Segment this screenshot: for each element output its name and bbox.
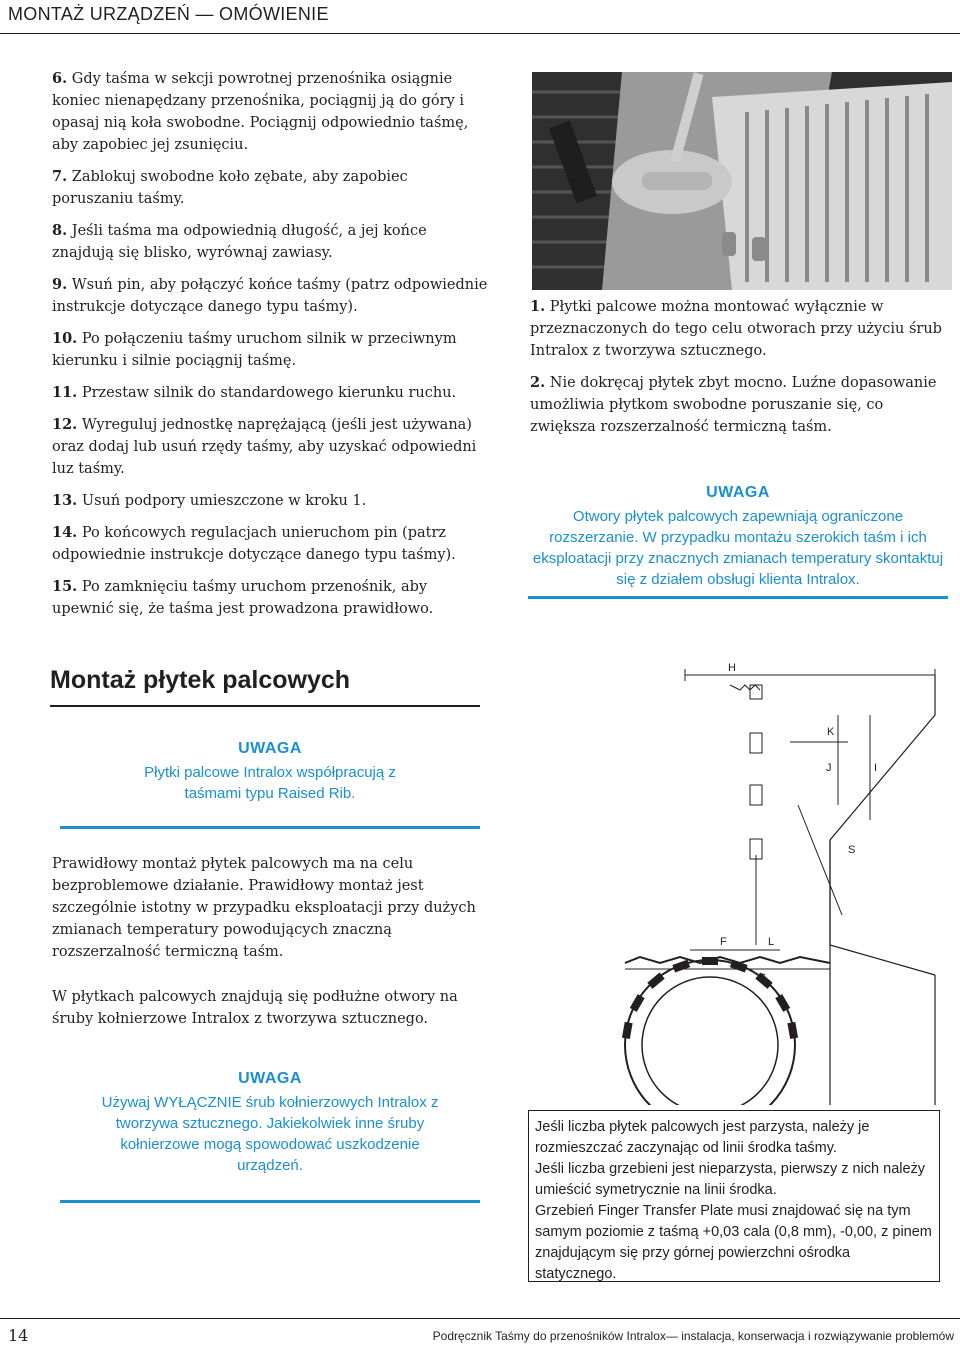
step-item: [52, 490, 492, 512]
step-item: [52, 414, 492, 480]
installation-steps: [52, 68, 492, 630]
uwaga-title: UWAGA: [706, 484, 770, 501]
step-text: Po połączeniu taśmy uruchom silnik w przeciwnym kierunku i silnie pociągnij taśmę.: [52, 331, 457, 369]
header-divider: [0, 33, 960, 34]
step-text: Po zamknięciu taśmy uruchom przenośnik, aby upewnić się, że taśma jest prowadzona prawidłowo.: [52, 579, 434, 617]
step-text: Wsuń pin, aby połączyć końce taśmy (patrz odpowiednie instrukcje dotyczące danego typu taśmy).: [52, 277, 488, 315]
step-item: [52, 68, 492, 156]
finger-plate-installation-photo: [532, 72, 952, 290]
step-item: [52, 382, 492, 404]
finger-plate-diagram: [530, 645, 950, 1105]
note-number: 2.: [530, 374, 546, 391]
step-number: 10.: [52, 330, 78, 347]
section-title: Montaż płytek palcowych: [50, 666, 351, 694]
step-text: Jeśli taśma ma odpowiednią długość, a jej końce znajdują się blisko, wyrównaj zawiasy.: [52, 223, 427, 261]
step-number: 11.: [52, 384, 78, 401]
photo-illustration: [532, 72, 952, 290]
step-item: [52, 166, 492, 210]
section-divider: [50, 705, 480, 707]
note-text: Nie dokręcaj płytek zbyt mocno. Luźne dopasowanie umożliwia płytkom swobodne poruszanie się, co zwiększa rozszerzalność termiczną taśm.: [530, 375, 937, 435]
step-number: 12.: [52, 416, 78, 433]
step-number: 8.: [52, 222, 68, 239]
label-h: H: [728, 662, 736, 674]
uwaga-note-expansion: [528, 484, 948, 599]
step-text: Gdy taśma w sekcji powrotnej przenośnika osiągnie koniec nienapędzany przenośnika, pociągnij ją do góry i opasaj nią koła swobodne. Pociągnij odpowiednio taśmę, aby zapobiec jej zsunięciu.: [52, 71, 469, 153]
label-l: L: [768, 936, 775, 948]
info-line: Grzebień Finger Transfer Plate musi znajdować się na tym samym poziomie z taśmą +0,03 cala (0,8 mm), -0,00, z pinem znajdującym się przy górnej powierzchni ośrodka statycznego.: [535, 1203, 932, 1282]
footer-divider: [0, 1318, 960, 1319]
step-text: Zablokuj swobodne koło zębate, aby zapobiec poruszaniu taśmy.: [52, 169, 408, 207]
step-number: 9.: [52, 276, 68, 293]
step-text: Usuń podpory umieszczone w kroku 1.: [81, 493, 367, 509]
diagram-svg: [530, 645, 950, 1105]
step-number: 14.: [52, 524, 78, 541]
label-i: I: [874, 762, 878, 774]
step-item: [52, 576, 492, 620]
page-number: 14: [8, 1326, 29, 1345]
uwaga-body: Płytki palcowe Intralox współpracują z taśmami typu Raised Rib.: [144, 764, 396, 802]
step-text: Po końcowych regulacjach unieruchom pin (patrz odpowiednie instrukcje dotyczące danego typu taśmy).: [52, 525, 456, 563]
uwaga-note-raised-rib: [60, 740, 480, 829]
label-s: S: [848, 844, 856, 856]
uwaga-body: Używaj WYŁĄCZNIE śrub kołnierzowych Intralox z tworzywa sztucznego. Jakiekolwiek inne śruby kołnierzowe mogą spowodować uszkodzenie urządzeń.: [101, 1094, 439, 1174]
paragraph: Prawidłowy montaż płytek palcowych ma na celu bezproblemowe działanie. Prawidłowy montaż jest szczególnie istotny w przypadku eksploatacji przy dużych zmianach temperatury powodujących znaczną rozszerzalność termiczną taśm.: [52, 856, 476, 960]
step-number: 7.: [52, 168, 68, 185]
note-number: 1.: [530, 298, 546, 315]
uwaga-title: UWAGA: [238, 740, 302, 757]
info-line: Jeśli liczba grzebieni jest nieparzysta, pierwszy z nich należy umieścić symetrycznie na linii środka.: [535, 1161, 926, 1198]
note-item: [530, 296, 950, 362]
step-item: [52, 522, 492, 566]
label-j: J: [826, 762, 832, 774]
note-text: Płytki palcowe można montować wyłącznie w przeznaczonych do tego celu otworach przy użyciu śrub Intralox z tworzywa sztucznego.: [530, 299, 942, 359]
footer-title: Podręcznik Taśmy do przenośników Intralox— instalacja, konserwacja i rozwiązywanie problemów: [432, 1329, 954, 1343]
finger-plate-notes: [530, 296, 950, 448]
placement-info-box: [528, 1110, 940, 1282]
label-f: F: [720, 936, 727, 948]
uwaga-title: UWAGA: [238, 1070, 302, 1087]
step-item: [52, 274, 492, 318]
uwaga-note-bolts: [60, 1070, 480, 1203]
note-item: [530, 372, 950, 438]
label-k: K: [827, 726, 835, 738]
info-line: Jeśli liczba płytek palcowych jest parzysta, należy je rozmieszczać zaczynając od linii środka taśmy.: [535, 1119, 870, 1156]
step-number: 15.: [52, 578, 78, 595]
step-item: [52, 328, 492, 372]
step-number: 6.: [52, 70, 68, 87]
step-text: Wyreguluj jednostkę naprężającą (jeśli jest używana) oraz dodaj lub usuń rzędy taśmy, aby uzyskać odpowiedni luz taśmy.: [52, 417, 477, 477]
uwaga-body: Otwory płytek palcowych zapewniają ograniczone rozszerzanie. W przypadku montażu szerokich taśm i ich eksploatacji przy znacznych zmianach temperatury skontaktuj się z działem obsługi klienta Intralox.: [532, 508, 944, 588]
page-header-title: MONTAŻ URZĄDZEŃ — OMÓWIENIE: [8, 4, 329, 24]
step-text: Przestaw silnik do standardowego kierunku ruchu.: [81, 385, 457, 401]
step-item: [52, 220, 492, 264]
step-number: 13.: [52, 492, 78, 509]
paragraph: W płytkach palcowych znajdują się podłużne otwory na śruby kołnierzowe Intralox z tworzywa sztucznego.: [52, 989, 458, 1027]
